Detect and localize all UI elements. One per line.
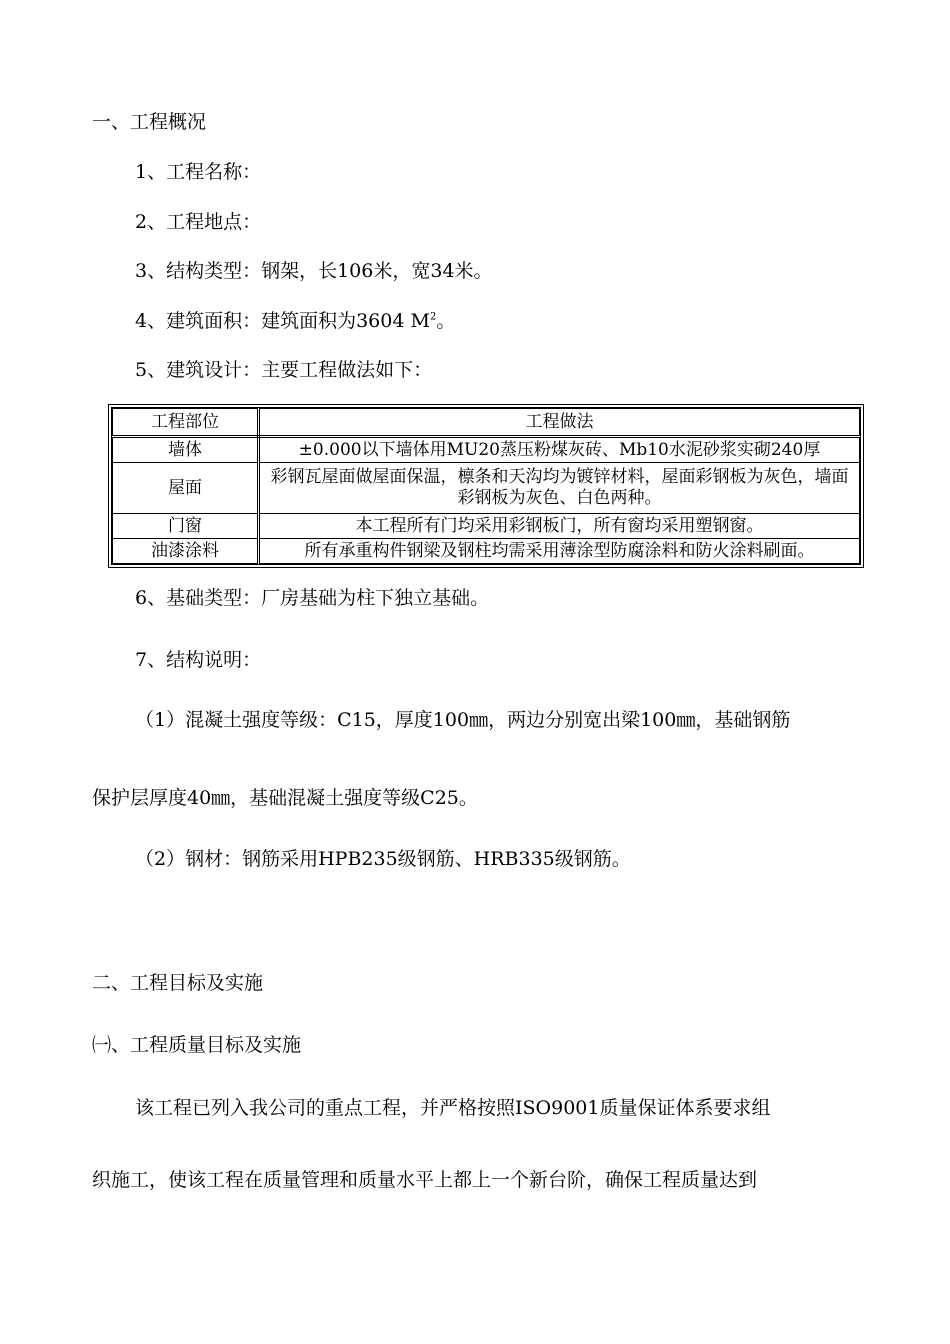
- row-method: 彩钢瓦屋面做屋面保温，檩条和天沟均为镀锌材料，屋面彩钢板为灰色，墙面彩钢板为灰色、白色两种。: [259, 463, 860, 514]
- foundation-type-item: 6、基础类型：厂房基础为柱下独立基础。: [135, 587, 490, 609]
- row-part: 门窗: [113, 514, 259, 539]
- construction-methods-table: [108, 404, 864, 568]
- concrete-note-line2: 保护层厚度40㎜，基础混凝土强度等级C25。: [92, 787, 478, 809]
- section-title-goals: 二、工程目标及实施: [92, 972, 264, 994]
- row-method: 本工程所有门均采用彩钢板门，所有窗均采用塑钢窗。: [259, 514, 860, 539]
- structure-notes-item: 7、结构说明：: [135, 649, 262, 671]
- structure-type-item: 3、结构类型：钢架，长106米，宽34米。: [135, 260, 493, 282]
- project-name-item: 1、工程名称：: [135, 161, 262, 183]
- header-part: 工程部位: [113, 409, 259, 437]
- building-area-item: [135, 309, 455, 333]
- building-area-suffix: 。: [436, 310, 456, 332]
- row-method: ±0.000以下墙体用MU20蒸压粉煤灰砖、Mb10水泥砂浆实砌240厚: [259, 437, 860, 463]
- row-part: 油漆涂料: [113, 539, 259, 564]
- section-title-overview: 一、工程概况: [92, 111, 207, 133]
- architecture-design-item: 5、建筑设计：主要工程做法如下：: [135, 359, 433, 381]
- row-part: 屋面: [113, 463, 259, 514]
- area-unit-superscript: 2: [429, 311, 437, 323]
- table-row: [113, 437, 860, 463]
- table-row: [113, 514, 860, 539]
- table-row: [113, 463, 860, 514]
- project-location-item: 2、工程地点：: [135, 211, 262, 233]
- row-part: 墙体: [113, 437, 259, 463]
- steel-note: （2）钢材：钢筋采用HPB235级钢筋、HRB335级钢筋。: [135, 848, 631, 870]
- table-row: [113, 539, 860, 564]
- row-method: 所有承重构件钢梁及钢柱均需采用薄涂型防腐涂料和防火涂料刷面。: [259, 539, 860, 564]
- quality-goal-subtitle: ㈠、工程质量目标及实施: [92, 1034, 302, 1056]
- table-header-row: [113, 409, 860, 437]
- quality-paragraph-line1: 该工程已列入我公司的重点工程，并严格按照ISO9001质量保证体系要求组: [135, 1097, 771, 1119]
- header-method: 工程做法: [259, 409, 860, 437]
- concrete-note-line1: （1）混凝土强度等级：C15，厚度100㎜，两边分别宽出梁100㎜，基础钢筋: [135, 709, 791, 731]
- building-area-text: 4、建筑面积：建筑面积为3604 M: [135, 310, 430, 332]
- quality-paragraph-line2: 织施工，使该工程在质量管理和质量水平上都上一个新台阶，确保工程质量达到: [92, 1169, 758, 1191]
